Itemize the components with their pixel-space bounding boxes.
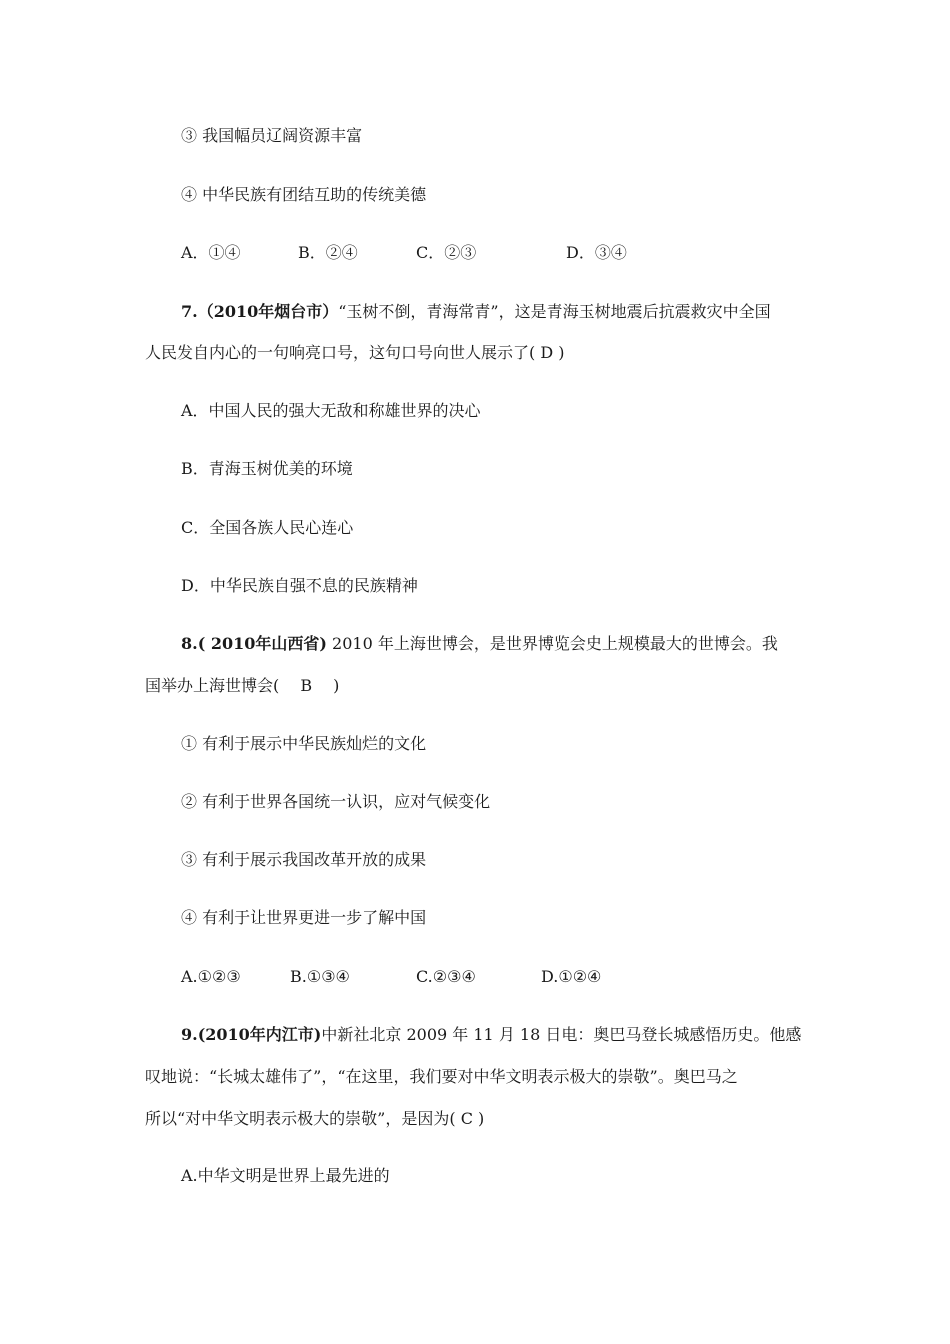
q8-statement-4: ④ 有利于让世界更进一步了解中国 [181,908,427,927]
q9-stem-continued-1: 叹地说：“长城太雄伟了”，“在这里，我们要对中华文明表示极大的崇敬”。奥巴马之 [145,1067,738,1086]
q6-option-d: D．③④ [566,243,627,262]
q8-stem-text: 2010 年上海世博会，是世界博览会史上规模最大的世博会。我 [326,634,778,653]
q9-stem [181,1025,801,1045]
q7-number-source: 7.（2010年烟台市） [181,302,339,321]
q7-option-a: A．中国人民的强大无敌和称雄世界的决心 [181,401,481,420]
q8-option-d: D.①②④ [541,967,602,986]
q6-option-c: C．②③ [416,243,477,262]
q8-stem-continued: 国举办上海世博会( B ) [145,676,340,695]
q9-number-source: 9.(2010年内江市) [181,1025,322,1044]
q6-option-b: B．②④ [298,243,358,262]
q9-stem-text: 中新社北京 2009 年 11 月 18 日电：奥巴马登长城感悟历史。他感 [321,1025,802,1044]
q8-stem [181,634,778,654]
q7-stem [181,302,771,322]
q8-option-b: B.①③④ [290,967,350,986]
q7-option-c: C．全国各族人民心连心 [181,518,354,537]
q8-option-a: A.①②③ [181,967,241,986]
q8-statement-2: ② 有利于世界各国统一认识，应对气候变化 [181,792,491,811]
q9-option-a: A.中华文明是世界上最先进的 [181,1166,390,1185]
q7-stem-continued: 人民发自内心的一句响亮口号，这句口号向世人展示了( D ) [145,343,565,362]
q6-statement-4: ④ 中华民族有团结互助的传统美德 [181,185,427,204]
q6-statement-3: ③ 我国幅员辽阔资源丰富 [181,126,363,145]
q6-option-a: A．①④ [181,243,241,262]
q8-option-c: C.②③④ [416,967,476,986]
q8-number-source: 8.( 2010年山西省) [181,634,327,653]
q7-option-b: B．青海玉树优美的环境 [181,459,353,478]
q8-statement-1: ① 有利于展示中华民族灿烂的文化 [181,734,427,753]
q7-option-d: D．中华民族自强不息的民族精神 [181,576,418,595]
q8-statement-3: ③ 有利于展示我国改革开放的成果 [181,850,427,869]
q9-stem-continued-2: 所以“对中华文明表示极大的崇敬”，是因为( C ) [145,1109,485,1128]
q7-stem-text: “玉树不倒，青海常青”，这是青海玉树地震后抗震救灾中全国 [338,302,771,321]
